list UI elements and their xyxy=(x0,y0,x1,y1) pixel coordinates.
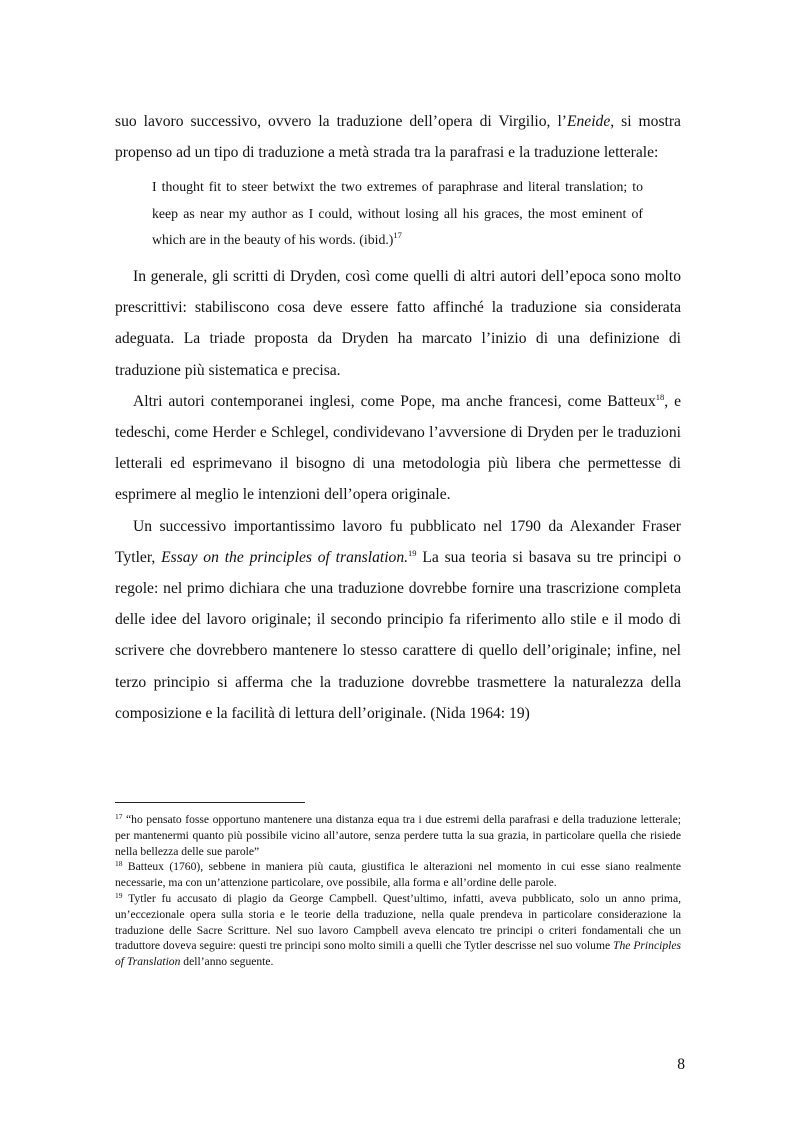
text-run: suo lavoro successivo, ovvero la traduzione dell’opera di Virgilio, l’ xyxy=(115,113,567,130)
paragraph-dryden xyxy=(115,261,681,386)
footnote-separator xyxy=(115,802,305,803)
footnote-text: “ho pensato fosse opportuno mantenere una distanza equa tra i due estremi della parafrasi e della traduzione letterale; per mantenermi quanto più possibile vicino all’autore, senza perdere tutta la sua grazia, in particolare quella che risiede nella bellezza delle sue parole” xyxy=(115,813,681,858)
main-text xyxy=(115,106,681,729)
footnote-17 xyxy=(115,812,681,859)
footnotes xyxy=(115,812,681,970)
footnote-text: Batteux (1760), sebbene in maniera più cauta, giustifica le alterazioni nel momento in cui esse siano realmente necessarie, ma con un’attenzione particolare, ove possibile, alla forma e all’ordine delle parole. xyxy=(115,860,681,890)
text-run: La sua teoria si basava su tre principi o regole: nel primo dichiara che una traduzione dovrebbe fornire una trascrizione completa delle idee del lavoro originale; il secondo principio fa riferimento allo stile e il modo di scrivere che dovrebbero mantenere lo stesso carattere di quello dell’originale; infine, nel terzo principio si afferma che la traduzione dovrebbe trasmettere la naturalezza della composizione e la facilità di lettura dell’originale. (Nida 1964: 19) xyxy=(115,548,681,722)
text-run: In generale, gli scritti di Dryden, così come quelli di altri autori dell’epoca sono molto prescrittivi: stabiliscono cosa deve essere fatto affinché la traduzione sia considerata adeguata. La triade proposta da Dryden ha marcato l’inizio di una definizione di traduzione più sistematica e precisa. xyxy=(115,268,681,379)
footnote-number: 19 xyxy=(115,890,123,900)
work-title: Essay on the principles of translation. xyxy=(161,548,409,566)
text-run: , si mostra propenso ad un tipo di traduzione a metà strada tra la parafrasi e la traduzione letterale: xyxy=(115,113,681,162)
footnote-text: Tytler fu accusato di plagio da George Campbell. Quest’ultimo, infatti, aveva pubblicato, solo un anno prima, un’eccezionale opera sulla storia e le teorie della traduzione, nella quale prendeva in particolare considerazione la traduzione delle Sacre Scritture. Nel suo lavoro Campbell aveva elencato tre principi o criteri fondamentali che un traduttore doveva seguire: questi tre principi sono molto simili a quelli che Tytler descrisse nel suo volume xyxy=(115,891,681,953)
quote-text: I thought fit to steer betwixt the two extremes of paraphrase and literal translation; to keep as near my author as I could, without losing all his graces, the most eminent of which are in the beauty of his words. (ibid.) xyxy=(152,179,643,247)
footnote-ref-17[interactable]: 17 xyxy=(393,229,402,240)
paragraph-authors xyxy=(115,386,681,511)
footnote-number: 17 xyxy=(115,812,123,821)
block-quote xyxy=(152,174,643,253)
footnote-ref-19[interactable]: 19 xyxy=(408,547,417,558)
footnote-18 xyxy=(115,859,681,891)
work-title: The Principles of Translation xyxy=(115,939,681,969)
footnote-text: dell’anno seguente. xyxy=(180,955,274,969)
page-number: 8 xyxy=(677,1056,685,1073)
text-run: Un successivo importantissimo lavoro fu pubblicato nel 1790 da Alexander Fraser Tytler, xyxy=(115,517,681,566)
footnote-19 xyxy=(115,891,681,970)
paragraph-continuation xyxy=(115,106,681,168)
work-title: Eneide xyxy=(566,113,611,130)
paragraph-tytler xyxy=(115,511,681,729)
text-run: , e tedeschi, come Herder e Schlegel, condividevano l’avversione di Dryden per le traduzioni letterali ed esprimevano il bisogno di una metodologia più libera che permettesse di esprimere al meglio le intenzioni dell’opera originale. xyxy=(115,392,682,504)
footnote-number: 18 xyxy=(115,859,123,869)
text-run: Altri autori contemporanei inglesi, come Pope, ma anche francesi, come Batteux xyxy=(133,392,656,410)
footnote-ref-18[interactable]: 18 xyxy=(655,391,665,402)
